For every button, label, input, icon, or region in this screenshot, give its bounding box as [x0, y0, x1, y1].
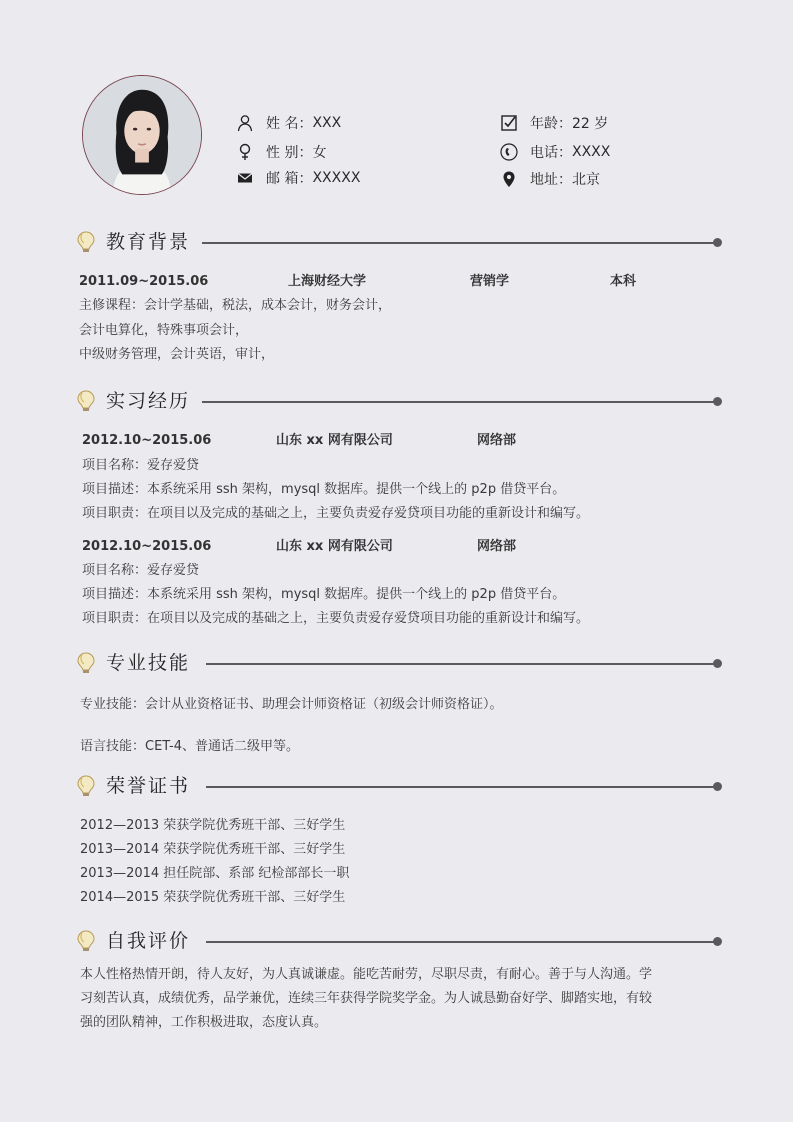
- info-age: [500, 113, 608, 133]
- gender-value: 女: [312, 145, 327, 161]
- section-self-eval-header: [75, 928, 722, 954]
- envelope-icon: [236, 169, 254, 187]
- intern-period: 2012.10~2015.06: [82, 539, 212, 554]
- honor-item: 2013—2014 担任院部、系部 纪检部部长一职: [80, 866, 350, 881]
- checkbox-icon: [500, 114, 518, 132]
- intern-dept: 网络部: [477, 433, 517, 448]
- address-label: 地址：: [530, 172, 572, 188]
- edu-major: 营销学: [470, 274, 510, 289]
- edu-school: 上海财经大学: [288, 274, 367, 289]
- section-education-header: [75, 229, 722, 255]
- edu-line: 中级财务管理，会计英语，审计，: [79, 347, 275, 362]
- phone-value: XXXX: [572, 144, 611, 160]
- divider-line: [206, 663, 718, 665]
- name-value: XXX: [312, 115, 342, 131]
- self-eval-line: 本人性格热情开朗，待人友好，为人真诚谦虚。能吃苦耐劳，尽职尽责，有耐心。善于与人沟通。学: [80, 967, 653, 982]
- female-icon: [236, 143, 254, 161]
- intern-project-desc: 项目描述：本系统采用 ssh 架构，mysql 数据库。提供一个线上的 p2p 借贷平台。: [82, 587, 566, 602]
- section-honors-header: [75, 773, 722, 799]
- intern-project-duty: 项目职责：在项目以及完成的基础之上，主要负责爱存爱贷项目功能的重新设计和编写。: [82, 506, 590, 521]
- section-title: 专业技能: [106, 652, 191, 674]
- gender-label: 性 别：: [266, 145, 313, 161]
- lightbulb-icon: [75, 651, 97, 675]
- age-label: 年龄：: [530, 116, 572, 132]
- section-title: 荣誉证书: [106, 775, 191, 797]
- skills-language: 语言技能：CET-4、普通话二级甲等。: [80, 739, 300, 754]
- phone-label: 电话：: [530, 145, 572, 161]
- honor-item: 2012—2013 荣获学院优秀班干部、三好学生: [80, 818, 346, 833]
- person-icon: [236, 114, 254, 132]
- email-label: 邮 箱：: [266, 171, 313, 187]
- self-eval-line: 习刻苦认真，成绩优秀，品学兼优，连续三年获得学院奖学金。为人诚恳勤奋好学、脚踏实地，有较: [80, 991, 653, 1006]
- info-address: [500, 169, 600, 189]
- edu-degree: 本科: [610, 274, 637, 289]
- email-value: XXXXX: [312, 170, 361, 186]
- divider-dot: [713, 937, 722, 946]
- divider-line: [202, 401, 718, 403]
- divider-dot: [713, 238, 722, 247]
- intern-project-duty: 项目职责：在项目以及完成的基础之上，主要负责爱存爱贷项目功能的重新设计和编写。: [82, 611, 590, 626]
- divider-dot: [713, 397, 722, 406]
- self-eval-line: 强的团队精神，工作积极进取，态度认真。: [80, 1015, 328, 1030]
- avatar: [82, 75, 202, 195]
- info-gender: [236, 142, 326, 162]
- location-pin-icon: [500, 170, 518, 188]
- name-label: 姓 名：: [266, 116, 313, 132]
- lightbulb-icon: [75, 774, 97, 798]
- info-email: [236, 168, 360, 188]
- intern-project-name: 项目名称：爱存爱贷: [82, 563, 200, 578]
- divider-line: [206, 941, 718, 943]
- section-title: 实习经历: [106, 390, 191, 412]
- divider-line: [202, 242, 718, 244]
- honor-item: 2014—2015 荣获学院优秀班干部、三好学生: [80, 890, 346, 905]
- intern-project-name: 项目名称：爱存爱贷: [82, 458, 200, 473]
- section-title: 教育背景: [106, 231, 191, 253]
- lightbulb-icon: [75, 230, 97, 254]
- divider-dot: [713, 782, 722, 791]
- intern-company: 山东 xx 网有限公司: [276, 433, 393, 448]
- section-title: 自我评价: [106, 930, 191, 952]
- section-internship-header: [75, 388, 722, 414]
- edu-period: 2011.09~2015.06: [79, 274, 209, 289]
- honor-item: 2013—2014 荣获学院优秀班干部、三好学生: [80, 842, 346, 857]
- divider-dot: [713, 659, 722, 668]
- section-skills-header: [75, 650, 722, 676]
- lightbulb-icon: [75, 389, 97, 413]
- phone-icon: [500, 143, 518, 161]
- skills-professional: 专业技能：会计从业资格证书、助理会计师资格证（初级会计师资格证）。: [80, 697, 503, 712]
- lightbulb-icon: [75, 929, 97, 953]
- edu-line: 会计电算化，特殊事项会计，: [79, 323, 249, 338]
- age-value: 22 岁: [572, 116, 609, 132]
- edu-line: 主修课程：会计学基础，税法，成本会计，财务会计，: [79, 298, 392, 313]
- intern-project-desc: 项目描述：本系统采用 ssh 架构，mysql 数据库。提供一个线上的 p2p 借贷平台。: [82, 482, 566, 497]
- address-value: 北京: [572, 172, 600, 188]
- intern-dept: 网络部: [477, 539, 517, 554]
- divider-line: [206, 786, 718, 788]
- info-name: [236, 113, 341, 133]
- portrait-photo: [83, 76, 201, 194]
- intern-company: 山东 xx 网有限公司: [276, 539, 393, 554]
- info-phone: [500, 142, 610, 162]
- intern-period: 2012.10~2015.06: [82, 433, 212, 448]
